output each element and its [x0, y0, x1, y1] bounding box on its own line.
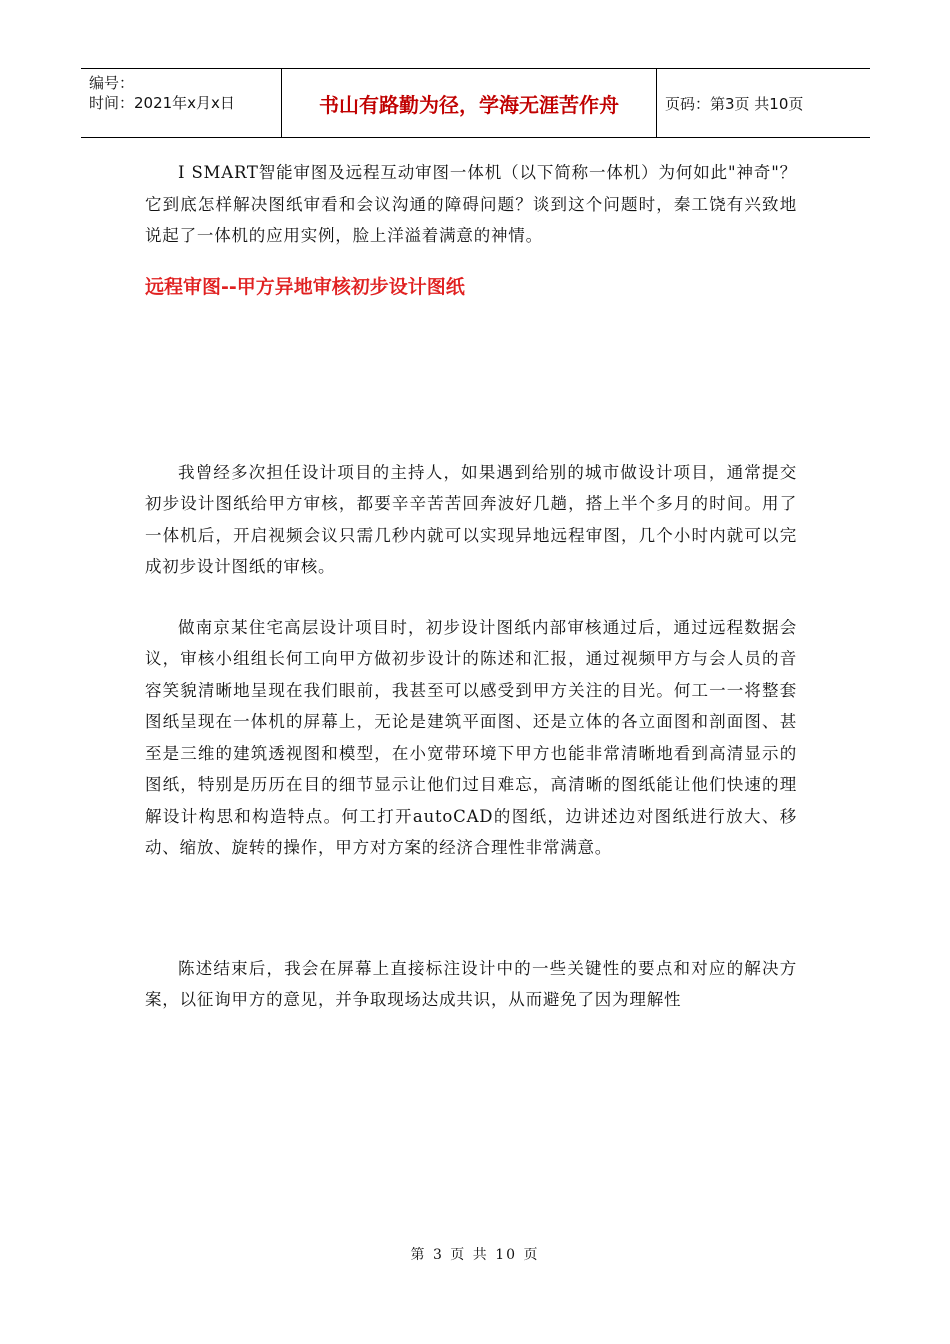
header-page-info: 页码：第3页 共10页 [665, 94, 804, 113]
doc-number-label: 编号： [89, 74, 135, 92]
header-meta [81, 69, 282, 137]
paragraph-remote-review: 我曾经多次担任设计项目的主持人，如果遇到给别的城市做设计项目，通常提交初步设计图纸给甲方审核，都要辛辛苦苦回奔波好几趟，搭上半个多月的时间。用了一体机后，开启视频会议只需几秒内就可以实现异地远程审图，几个小时内就可以完成初步设计图纸的审核。 [145, 462, 797, 576]
header-motto: 书山有路勤为径，学海无涯苦作舟 [282, 69, 657, 137]
paragraph-nanjing-project: 做南京某住宅高层设计项目时，初步设计图纸内部审核通过后，通过远程数据会议，审核小组组长何工向甲方做初步设计的陈述和汇报，通过视频甲方与会人员的音容笑貌清晰地呈现在我们眼前，我甚至可以感受到甲方关注的目光。何工一一将整套图纸呈现在一体机的屏幕上，无论是建筑平面图、还是立体的各立面图和剖面图、甚至是三维的建筑透视图和模型，在小宽带环境下甲方也能非常清晰地看到高清显示的图纸，特别是历历在目的细节显示让他们过目难忘，高清晰的图纸能让他们快速的理解设计构思和构造特点。何工打开autoCAD的图纸，边讲述边对图纸进行放大、移动、缩放、旋转的操作，甲方对方案的经济合理性非常满意。 [145, 617, 797, 857]
page-header [81, 68, 870, 138]
date-label: 时间：2021年x月x日 [89, 94, 235, 112]
paragraph-annotation: 陈述结束后，我会在屏幕上直接标注设计中的一些关键性的要点和对应的解决方案，以征询甲方的意见，并争取现场达成共识，从而避免了因为理解性 [145, 958, 797, 1009]
page-footer: 第 3 页 共 10 页 [410, 1247, 540, 1263]
section-heading: 远程审图--甲方异地审核初步设计图纸 [145, 275, 465, 298]
document-body [145, 157, 797, 1016]
paragraph-intro: I SMART智能审图及远程互动审图一体机（以下简称一体机）为何如此"神奇"？它到底怎样解决图纸审看和会议沟通的障碍问题？谈到这个问题时，秦工饶有兴致地说起了一体机的应用实例，脸上洋溢着满意的神情。 [145, 163, 797, 245]
